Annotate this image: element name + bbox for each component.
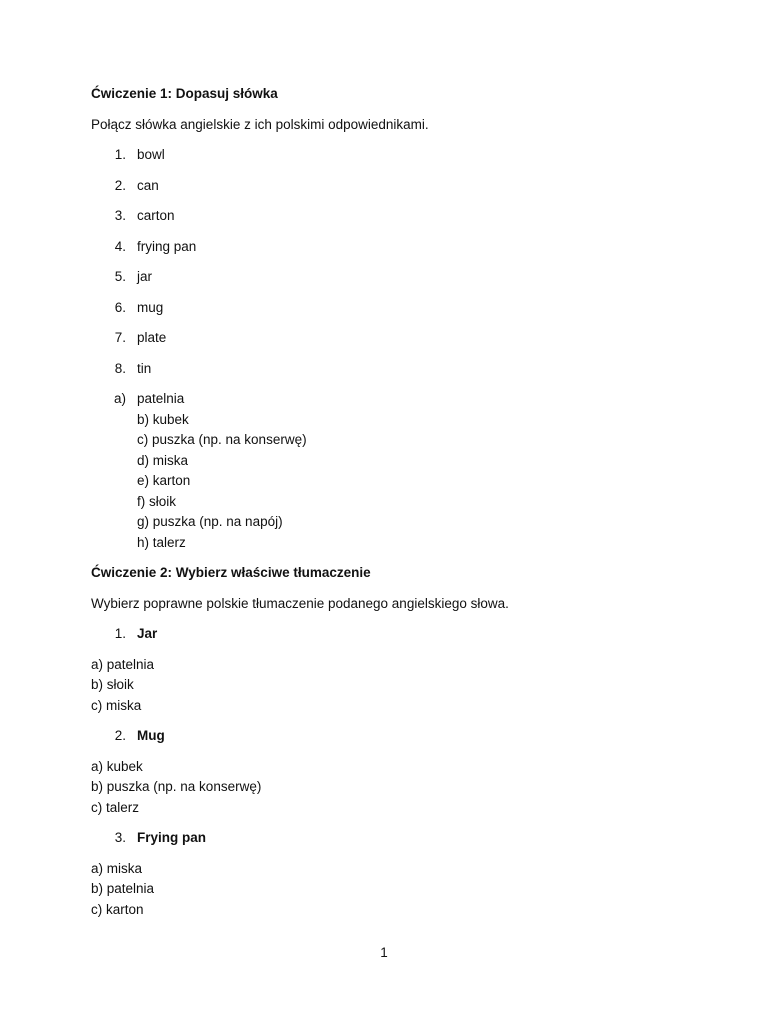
list-item-text: plate bbox=[137, 330, 167, 345]
option-line: c) miska bbox=[91, 697, 142, 713]
option-line: c) karton bbox=[91, 901, 144, 917]
list-item-number: 4. bbox=[114, 238, 126, 254]
list-item-text: frying pan bbox=[137, 238, 197, 254]
answer-line: f) słoik bbox=[137, 493, 177, 509]
exercise1-word-list bbox=[91, 145, 691, 379]
page-number: 1 bbox=[380, 945, 388, 960]
list-item bbox=[91, 237, 691, 258]
list-item-number: 2. bbox=[114, 177, 126, 193]
option-line: b) słoik bbox=[91, 677, 134, 692]
exercise1-title: Ćwiczenie 1: Dopasuj słówka bbox=[91, 86, 278, 101]
list-item bbox=[91, 298, 691, 319]
question-number: 3. bbox=[114, 830, 126, 845]
list-item-number: 7. bbox=[114, 330, 126, 345]
option-line: a) miska bbox=[91, 860, 143, 876]
list-item-text: tin bbox=[137, 360, 152, 376]
question-options bbox=[91, 859, 691, 921]
question-item bbox=[91, 726, 691, 747]
question-item bbox=[91, 624, 691, 645]
question-word: Jar bbox=[137, 626, 158, 641]
list-item bbox=[91, 359, 691, 380]
exercise2-instruction: Wybierz poprawne polskie tłumaczenie podanego angielskiego słowa. bbox=[91, 595, 509, 611]
exercise1-answer-list bbox=[91, 389, 691, 553]
document-content bbox=[91, 84, 691, 920]
exercise1-instruction: Połącz słówka angielskie z ich polskimi odpowiednikami. bbox=[91, 116, 429, 132]
exercise2-title: Ćwiczenie 2: Wybierz właściwe tłumaczenie bbox=[91, 565, 371, 580]
answer-line: e) karton bbox=[137, 473, 191, 488]
list-item bbox=[91, 206, 691, 227]
list-item bbox=[91, 267, 691, 288]
answer-line: h) talerz bbox=[137, 534, 186, 550]
option-line: b) puszka (np. na konserwę) bbox=[91, 779, 262, 794]
list-item bbox=[91, 328, 691, 349]
list-item-number: 1. bbox=[114, 147, 126, 162]
option-line: a) kubek bbox=[91, 758, 143, 774]
list-item-text: bowl bbox=[137, 147, 165, 162]
list-item bbox=[91, 145, 691, 166]
question-word: Frying pan bbox=[137, 830, 207, 845]
list-item-text: carton bbox=[137, 208, 175, 223]
list-item-number: 8. bbox=[114, 360, 126, 376]
question-item bbox=[91, 828, 691, 849]
question-options bbox=[91, 757, 691, 819]
answer-line: g) puszka (np. na napój) bbox=[137, 514, 283, 529]
answer-list-marker: a) bbox=[113, 391, 126, 406]
answer-line: patelnia bbox=[137, 391, 185, 406]
answer-line: c) puszka (np. na konserwę) bbox=[137, 432, 307, 447]
list-item-number: 5. bbox=[114, 269, 126, 284]
question-options bbox=[91, 655, 691, 717]
answer-lines bbox=[137, 389, 307, 553]
option-line: a) patelnia bbox=[91, 656, 155, 672]
list-item-number: 6. bbox=[114, 299, 126, 315]
list-item-number: 3. bbox=[114, 208, 126, 223]
question-number: 1. bbox=[114, 626, 126, 641]
question-number: 2. bbox=[114, 728, 126, 743]
answer-line: b) kubek bbox=[137, 411, 189, 427]
option-line: b) patelnia bbox=[91, 881, 155, 896]
list-item bbox=[91, 176, 691, 197]
question-word: Mug bbox=[137, 728, 165, 743]
list-item-text: mug bbox=[137, 299, 164, 315]
list-item-text: can bbox=[137, 177, 159, 193]
option-line: c) talerz bbox=[91, 799, 140, 815]
answer-line: d) miska bbox=[137, 452, 189, 468]
list-item-text: jar bbox=[137, 269, 153, 284]
